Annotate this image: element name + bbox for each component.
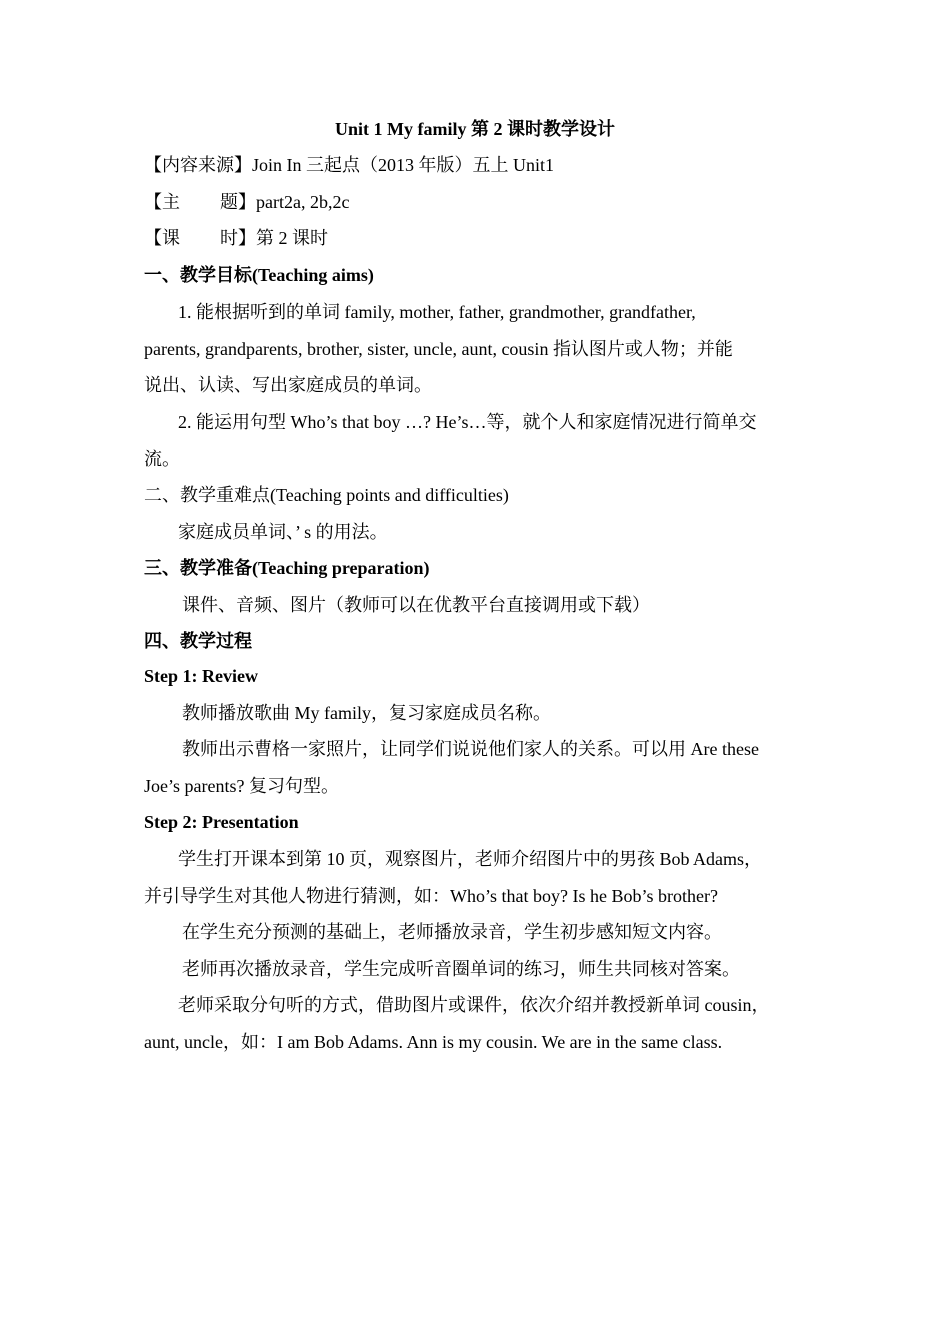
topic-row	[144, 191, 349, 213]
document-title: Unit 1 My family 第 2 课时教学设计	[335, 119, 615, 139]
content-source: 【内容来源】Join In 三起点（2013 年版）五上 Unit1	[144, 155, 554, 175]
process-heading: 四、教学过程	[144, 631, 252, 651]
step2-paragraph1-line1: 学生打开课本到第 10 页，观察图片，老师介绍图片中的男孩 Bob Adams，	[178, 849, 763, 869]
aim2-line1: 2. 能运用句型 Who’s that boy …? He’s…等，就个人和家庭情况进行简单交	[178, 412, 757, 432]
step2-heading: Step 2: Presentation	[144, 812, 299, 832]
period-row	[144, 227, 328, 249]
aim1-line2: parents, grandparents, brother, sister, uncle, aunt, cousin 指认图片或人物；并能	[144, 339, 733, 359]
aim2-line2: 流。	[144, 449, 180, 469]
step2-paragraph3: 老师再次播放录音，学生完成听音圈单词的练习，师生共同核对答案。	[182, 959, 740, 979]
period-value: 第 2 课时	[256, 228, 328, 248]
aim1-line1: 1. 能根据听到的单词 family, mother, father, grandmother, grandfather,	[178, 302, 696, 322]
step2-paragraph1-line2: 并引导学生对其他人物进行猜测，如：Who’s that boy? Is he Bob’s brother?	[144, 886, 718, 906]
step1-paragraph1: 教师播放歌曲 My family，复习家庭成员名称。	[182, 703, 551, 723]
aim1-line3: 说出、认读、写出家庭成员的单词。	[144, 375, 432, 395]
points-text: 家庭成员单词、’ s 的用法。	[178, 522, 388, 542]
topic-value: part2a, 2b,2c	[256, 192, 350, 212]
step1-paragraph2-line1: 教师出示曹格一家照片，让同学们说说他们家人的关系。可以用 Are these	[182, 739, 759, 759]
prep-heading: 三、教学准备(Teaching preparation)	[144, 558, 430, 578]
step2-paragraph2: 在学生充分预测的基础上，老师播放录音，学生初步感知短文内容。	[182, 922, 722, 942]
prep-text: 课件、音频、图片（教师可以在优教平台直接调用或下载）	[182, 595, 650, 615]
topic-label-open: 【主	[144, 192, 180, 212]
step1-paragraph2-line2: Joe’s parents? 复习句型。	[144, 776, 339, 796]
step2-paragraph4-line1: 老师采取分句听的方式，借助图片或课件，依次介绍并教授新单词 cousin，	[178, 995, 770, 1015]
step2-paragraph4-line2: aunt, uncle，如：I am Bob Adams. Ann is my cousin. We are in the same class.	[144, 1032, 723, 1052]
points-heading: 二、教学重难点(Teaching points and difficulties)	[144, 485, 509, 505]
step1-heading: Step 1: Review	[144, 666, 258, 686]
aims-heading: 一、教学目标(Teaching aims)	[144, 265, 374, 285]
topic-label-close: 题】	[220, 192, 256, 212]
period-label-close: 时】	[220, 228, 256, 248]
period-label-open: 【课	[144, 228, 180, 248]
